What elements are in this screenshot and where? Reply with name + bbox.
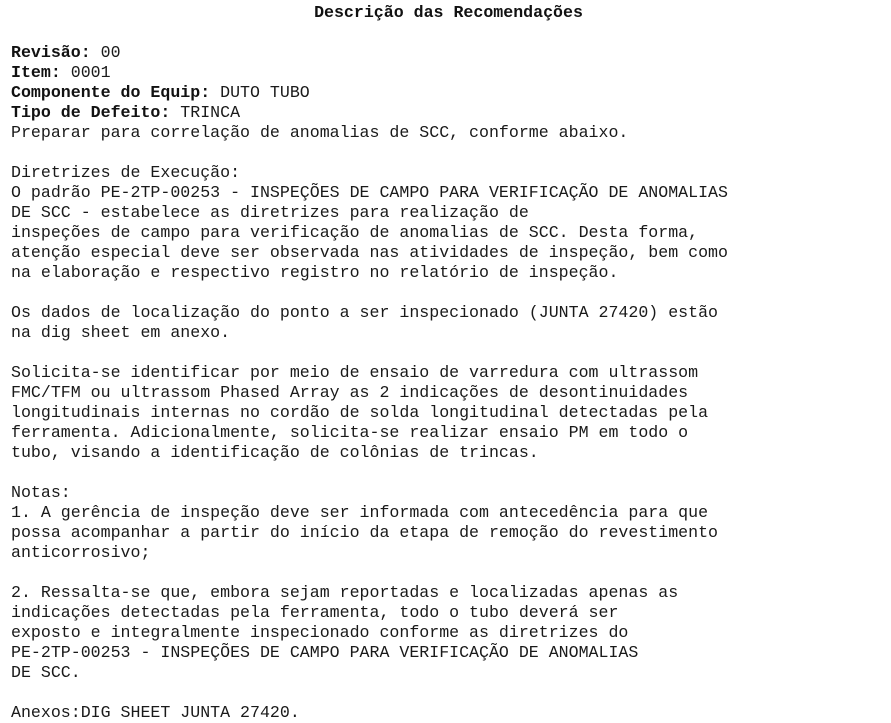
spacer xyxy=(11,343,886,363)
text-line: PE-2TP-00253 - INSPEÇÕES DE CAMPO PARA VERIFICAÇÃO DE ANOMALIAS xyxy=(11,643,639,662)
text-line: tubo, visando a identificação de colônias de trincas. xyxy=(11,443,539,462)
spacer xyxy=(11,563,886,583)
field-revisao xyxy=(11,43,886,63)
text-line: Solicita-se identificar por meio de ensaio de varredura com ultrassom xyxy=(11,363,699,382)
solicitacao-section xyxy=(11,363,886,463)
text-line: 1. A gerência de inspeção deve ser informada com antecedência para que xyxy=(11,503,709,522)
localizacao-section xyxy=(11,303,886,343)
anexos-line: Anexos:DIG SHEET JUNTA 27420. xyxy=(11,703,300,722)
diretrizes-section xyxy=(11,163,886,283)
field-label: Revisão: xyxy=(11,43,91,62)
text-line: longitudinais internas no cordão de solda longitudinal detectadas pela xyxy=(11,403,709,422)
text-line: O padrão PE-2TP-00253 - INSPEÇÕES DE CAMPO PARA VERIFICAÇÃO DE ANOMALIAS xyxy=(11,183,728,202)
text-line: ferramenta. Adicionalmente, solicita-se realizar ensaio PM em todo o xyxy=(11,423,689,442)
text-line: na dig sheet em anexo. xyxy=(11,323,231,342)
text-line: Notas: xyxy=(11,483,71,502)
text-line: FMC/TFM ou ultrassom Phased Array as 2 indicações de desontinuidades xyxy=(11,383,689,402)
field-value: TRINCA xyxy=(170,103,241,122)
text-line: DE SCC. xyxy=(11,663,81,682)
text-line: na elaboração e respectivo registro no relatório de inspeção. xyxy=(11,263,619,282)
notas-section xyxy=(11,483,886,563)
field-value: 00 xyxy=(90,43,121,62)
text-line: atenção especial deve ser observada nas atividades de inspeção, bem como xyxy=(11,243,728,262)
field-label: Tipo de Defeito: xyxy=(11,103,171,122)
field-label: Componente do Equip: xyxy=(11,83,211,102)
field-item xyxy=(11,63,886,83)
field-tipo-defeito xyxy=(11,103,886,123)
text-line: possa acompanhar a partir do início da etapa de remoção do revestimento xyxy=(11,523,719,542)
nota2-section xyxy=(11,583,886,683)
field-label: Item: xyxy=(11,63,61,82)
text-line: Diretrizes de Execução: xyxy=(11,163,241,182)
text-line: inspeções de campo para verificação de anomalias de SCC. Desta forma, xyxy=(11,223,699,242)
spacer xyxy=(11,463,886,483)
text-line: 2. Ressalta-se que, embora sejam reportadas e localizadas apenas as xyxy=(11,583,679,602)
text-line: DE SCC - estabelece as diretrizes para realização de xyxy=(11,203,529,222)
spacer xyxy=(11,683,886,703)
text-line: anticorrosivo; xyxy=(11,543,151,562)
field-value: DUTO TUBO xyxy=(210,83,310,102)
text-line: Os dados de localização do ponto a ser inspecionado (JUNTA 27420) estão xyxy=(11,303,719,322)
text-line: exposto e integralmente inspecionado conforme as diretrizes do xyxy=(11,623,629,642)
spacer xyxy=(11,143,886,163)
field-value: 0001 xyxy=(60,63,111,82)
spacer xyxy=(11,283,886,303)
field-componente xyxy=(11,83,886,103)
document-title: Descrição das Recomendações xyxy=(314,3,583,22)
text-line: indicações detectadas pela ferramenta, todo o tubo deverá ser xyxy=(11,603,619,622)
intro-text: Preparar para correlação de anomalias de SCC, conforme abaixo. xyxy=(11,123,629,142)
recommendations-document xyxy=(11,3,886,723)
